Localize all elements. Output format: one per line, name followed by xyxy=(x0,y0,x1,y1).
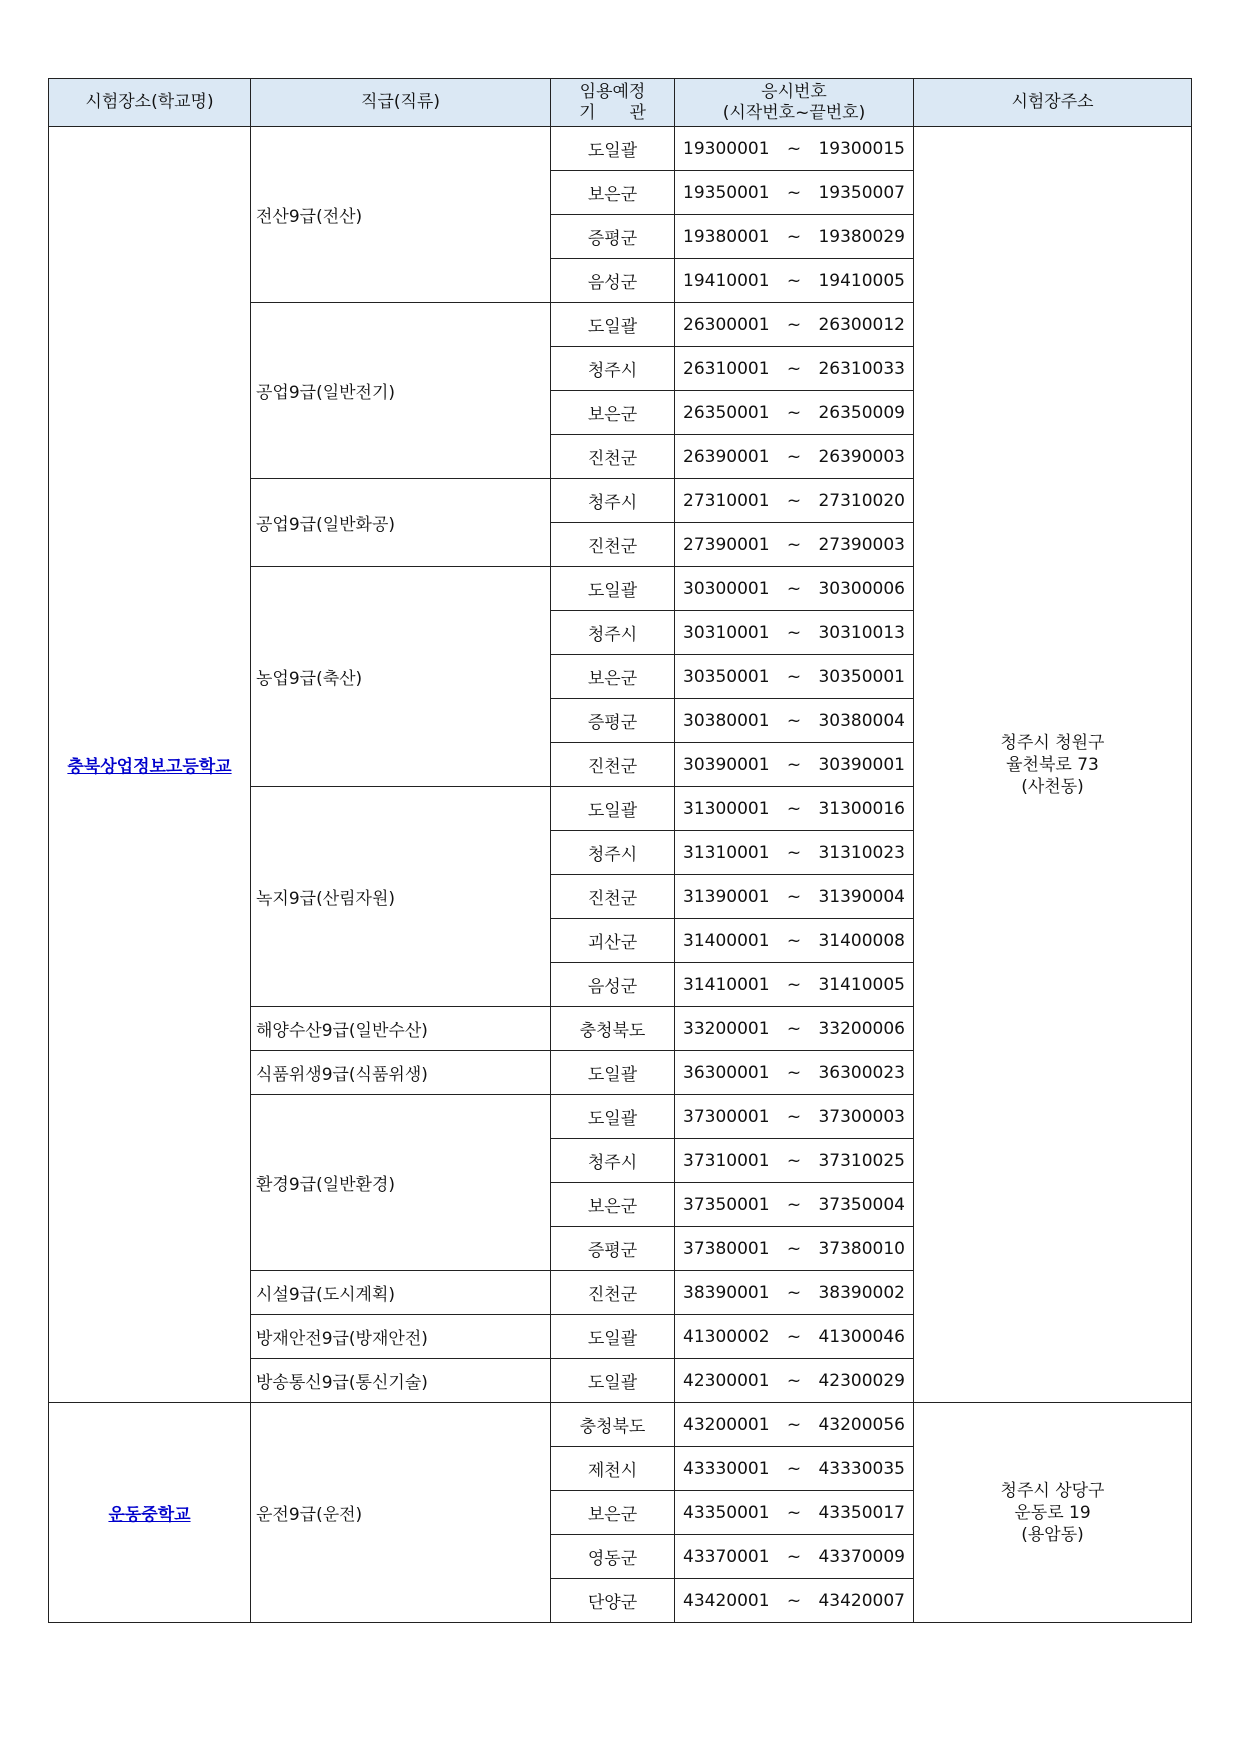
number-range xyxy=(683,139,905,159)
end-number: 31400008 xyxy=(818,930,905,951)
number-range-cell xyxy=(675,523,914,567)
agency-cell: 보은군 xyxy=(551,391,675,435)
number-range-cell xyxy=(675,567,914,611)
agency-cell: 도일괄 xyxy=(551,303,675,347)
number-range xyxy=(683,271,905,291)
end-number: 31300016 xyxy=(818,798,905,819)
start-number: 26350001 xyxy=(683,402,770,423)
address-line: 운동로 19 xyxy=(1014,1502,1091,1523)
start-number: 19410001 xyxy=(683,270,770,291)
end-number: 41300046 xyxy=(818,1326,905,1347)
agency-cell: 도일괄 xyxy=(551,787,675,831)
table-header-row xyxy=(49,79,1192,127)
number-range xyxy=(683,1591,905,1611)
start-number: 43370001 xyxy=(683,1546,770,1567)
number-range xyxy=(683,975,905,995)
address-line: 청주시 청원구 xyxy=(1000,732,1105,753)
number-range xyxy=(683,1239,905,1259)
table-row xyxy=(49,127,1192,171)
start-number: 26300001 xyxy=(683,314,770,335)
number-range-cell xyxy=(675,1535,914,1579)
range-separator: ~ xyxy=(786,358,802,379)
agency-cell: 충청북도 xyxy=(551,1007,675,1051)
exam-site-table xyxy=(48,78,1192,1623)
number-range-cell xyxy=(675,699,914,743)
range-separator: ~ xyxy=(786,314,802,335)
end-number: 33200006 xyxy=(818,1018,905,1039)
number-range xyxy=(683,623,905,643)
school-cell xyxy=(49,127,251,1403)
range-separator: ~ xyxy=(786,402,802,423)
agency-cell: 단양군 xyxy=(551,1579,675,1623)
agency-cell: 음성군 xyxy=(551,259,675,303)
end-number: 30380004 xyxy=(818,710,905,731)
number-range-cell xyxy=(675,1359,914,1403)
number-range xyxy=(683,843,905,863)
end-number: 26300012 xyxy=(818,314,905,335)
start-number: 37380001 xyxy=(683,1238,770,1259)
number-range-cell xyxy=(675,1183,914,1227)
number-range xyxy=(683,535,905,555)
grade-cell: 공업9급(일반전기) xyxy=(251,303,551,479)
range-separator: ~ xyxy=(786,226,802,247)
header-agency-line1: 임용예정 xyxy=(579,81,646,102)
grade-cell: 녹지9급(산림자원) xyxy=(251,787,551,1007)
number-range xyxy=(683,579,905,599)
start-number: 30350001 xyxy=(683,666,770,687)
end-number: 42300029 xyxy=(818,1370,905,1391)
address-cell xyxy=(914,127,1192,1403)
range-separator: ~ xyxy=(786,1106,802,1127)
number-range xyxy=(683,711,905,731)
number-range-cell xyxy=(675,479,914,523)
agency-cell: 도일괄 xyxy=(551,1095,675,1139)
range-separator: ~ xyxy=(786,974,802,995)
range-separator: ~ xyxy=(786,710,802,731)
start-number: 43350001 xyxy=(683,1502,770,1523)
number-range-cell xyxy=(675,1491,914,1535)
table-row xyxy=(49,1403,1192,1447)
start-number: 36300001 xyxy=(683,1062,770,1083)
agency-cell: 진천군 xyxy=(551,743,675,787)
number-range-cell xyxy=(675,1227,914,1271)
agency-cell: 청주시 xyxy=(551,347,675,391)
number-range xyxy=(683,1195,905,1215)
number-range-cell xyxy=(675,831,914,875)
number-range xyxy=(683,931,905,951)
header-agency xyxy=(551,79,675,127)
number-range xyxy=(683,1327,905,1347)
school-cell xyxy=(49,1403,251,1623)
number-range xyxy=(683,1415,905,1435)
address-line: (사천동) xyxy=(1021,776,1084,797)
number-range-cell xyxy=(675,1579,914,1623)
end-number: 43350017 xyxy=(818,1502,905,1523)
agency-cell: 진천군 xyxy=(551,875,675,919)
end-number: 36300023 xyxy=(818,1062,905,1083)
number-range-cell xyxy=(675,787,914,831)
end-number: 43370009 xyxy=(818,1546,905,1567)
grade-cell: 공업9급(일반화공) xyxy=(251,479,551,567)
range-separator: ~ xyxy=(786,270,802,291)
end-number: 38390002 xyxy=(818,1282,905,1303)
end-number: 30300006 xyxy=(818,578,905,599)
number-range-cell xyxy=(675,127,914,171)
number-range xyxy=(683,1371,905,1391)
grade-cell: 해양수산9급(일반수산) xyxy=(251,1007,551,1051)
agency-cell: 보은군 xyxy=(551,655,675,699)
number-range-cell xyxy=(675,963,914,1007)
range-separator: ~ xyxy=(786,1282,802,1303)
school-name-link[interactable]: 운동중학교 xyxy=(108,1505,191,1525)
agency-cell: 도일괄 xyxy=(551,1051,675,1095)
number-range xyxy=(683,491,905,511)
address-line: (용암동) xyxy=(1021,1524,1084,1545)
agency-cell: 증평군 xyxy=(551,215,675,259)
start-number: 31400001 xyxy=(683,930,770,951)
number-range xyxy=(683,667,905,687)
number-range-cell xyxy=(675,875,914,919)
grade-cell: 전산9급(전산) xyxy=(251,127,551,303)
header-grade: 직급(직류) xyxy=(251,79,551,127)
grade-cell: 방재안전9급(방재안전) xyxy=(251,1315,551,1359)
start-number: 27310001 xyxy=(683,490,770,511)
range-separator: ~ xyxy=(786,1502,802,1523)
header-address: 시험장주소 xyxy=(914,79,1192,127)
start-number: 33200001 xyxy=(683,1018,770,1039)
agency-cell: 충청북도 xyxy=(551,1403,675,1447)
range-separator: ~ xyxy=(786,490,802,511)
number-range xyxy=(683,403,905,423)
range-separator: ~ xyxy=(786,1150,802,1171)
agency-cell: 보은군 xyxy=(551,171,675,215)
school-name-link[interactable]: 충북상업정보고등학교 xyxy=(67,757,232,777)
grade-cell: 식품위생9급(식품위생) xyxy=(251,1051,551,1095)
end-number: 27390003 xyxy=(818,534,905,555)
range-separator: ~ xyxy=(786,930,802,951)
number-range-cell xyxy=(675,1447,914,1491)
end-number: 37310025 xyxy=(818,1150,905,1171)
agency-cell: 청주시 xyxy=(551,479,675,523)
start-number: 43420001 xyxy=(683,1590,770,1611)
agency-cell: 청주시 xyxy=(551,611,675,655)
number-range xyxy=(683,359,905,379)
agency-cell: 제천시 xyxy=(551,1447,675,1491)
range-separator: ~ xyxy=(786,842,802,863)
agency-cell: 도일괄 xyxy=(551,127,675,171)
number-range-cell xyxy=(675,655,914,699)
agency-cell: 진천군 xyxy=(551,1271,675,1315)
range-separator: ~ xyxy=(786,1458,802,1479)
start-number: 19380001 xyxy=(683,226,770,247)
agency-cell: 음성군 xyxy=(551,963,675,1007)
number-range-cell xyxy=(675,347,914,391)
start-number: 30390001 xyxy=(683,754,770,775)
agency-cell: 괴산군 xyxy=(551,919,675,963)
number-range-cell xyxy=(675,303,914,347)
number-range-cell xyxy=(675,1403,914,1447)
number-range xyxy=(683,1063,905,1083)
agency-cell: 보은군 xyxy=(551,1183,675,1227)
end-number: 31310023 xyxy=(818,842,905,863)
start-number: 37350001 xyxy=(683,1194,770,1215)
agency-cell: 영동군 xyxy=(551,1535,675,1579)
agency-cell: 진천군 xyxy=(551,523,675,567)
start-number: 41300002 xyxy=(683,1326,770,1347)
agency-cell: 도일괄 xyxy=(551,1315,675,1359)
number-range xyxy=(683,1151,905,1171)
start-number: 31300001 xyxy=(683,798,770,819)
start-number: 37310001 xyxy=(683,1150,770,1171)
range-separator: ~ xyxy=(786,666,802,687)
number-range-cell xyxy=(675,259,914,303)
grade-cell: 시설9급(도시계획) xyxy=(251,1271,551,1315)
end-number: 30390001 xyxy=(818,754,905,775)
start-number: 42300001 xyxy=(683,1370,770,1391)
start-number: 26310001 xyxy=(683,358,770,379)
end-number: 26390003 xyxy=(818,446,905,467)
range-separator: ~ xyxy=(786,622,802,643)
range-separator: ~ xyxy=(786,446,802,467)
number-range xyxy=(683,755,905,775)
number-range xyxy=(683,1019,905,1039)
grade-cell: 방송통신9급(통신기술) xyxy=(251,1359,551,1403)
number-range-cell xyxy=(675,611,914,655)
number-range-cell xyxy=(675,391,914,435)
end-number: 30310013 xyxy=(818,622,905,643)
grade-cell: 농업9급(축산) xyxy=(251,567,551,787)
end-number: 19350007 xyxy=(818,182,905,203)
number-range-cell xyxy=(675,171,914,215)
agency-cell: 청주시 xyxy=(551,831,675,875)
end-number: 26350009 xyxy=(818,402,905,423)
start-number: 38390001 xyxy=(683,1282,770,1303)
start-number: 26390001 xyxy=(683,446,770,467)
number-range xyxy=(683,227,905,247)
agency-cell: 보은군 xyxy=(551,1491,675,1535)
end-number: 37350004 xyxy=(818,1194,905,1215)
range-separator: ~ xyxy=(786,1370,802,1391)
start-number: 30300001 xyxy=(683,578,770,599)
number-range xyxy=(683,1459,905,1479)
start-number: 31390001 xyxy=(683,886,770,907)
end-number: 19300015 xyxy=(818,138,905,159)
range-separator: ~ xyxy=(786,1414,802,1435)
agency-cell: 청주시 xyxy=(551,1139,675,1183)
start-number: 19300001 xyxy=(683,138,770,159)
range-separator: ~ xyxy=(786,886,802,907)
end-number: 43330035 xyxy=(818,1458,905,1479)
number-range xyxy=(683,1107,905,1127)
header-agency-line2: 기 관 xyxy=(579,102,646,123)
end-number: 37300003 xyxy=(818,1106,905,1127)
start-number: 31310001 xyxy=(683,842,770,863)
number-range xyxy=(683,799,905,819)
header-number-line2: (시작번호~끝번호) xyxy=(722,102,866,123)
number-range-cell xyxy=(675,1315,914,1359)
range-separator: ~ xyxy=(786,1590,802,1611)
number-range-cell xyxy=(675,1095,914,1139)
agency-cell: 증평군 xyxy=(551,1227,675,1271)
number-range xyxy=(683,183,905,203)
grade-cell: 운전9급(운전) xyxy=(251,1403,551,1623)
start-number: 30310001 xyxy=(683,622,770,643)
range-separator: ~ xyxy=(786,534,802,555)
header-number xyxy=(675,79,914,127)
number-range-cell xyxy=(675,743,914,787)
range-separator: ~ xyxy=(786,138,802,159)
end-number: 37380010 xyxy=(818,1238,905,1259)
number-range xyxy=(683,447,905,467)
end-number: 31390004 xyxy=(818,886,905,907)
start-number: 37300001 xyxy=(683,1106,770,1127)
number-range-cell xyxy=(675,1007,914,1051)
start-number: 43330001 xyxy=(683,1458,770,1479)
number-range-cell xyxy=(675,1051,914,1095)
range-separator: ~ xyxy=(786,578,802,599)
end-number: 19380029 xyxy=(818,226,905,247)
start-number: 19350001 xyxy=(683,182,770,203)
number-range-cell xyxy=(675,919,914,963)
range-separator: ~ xyxy=(786,1238,802,1259)
range-separator: ~ xyxy=(786,1062,802,1083)
number-range-cell xyxy=(675,435,914,479)
end-number: 19410005 xyxy=(818,270,905,291)
agency-cell: 도일괄 xyxy=(551,1359,675,1403)
agency-cell: 도일괄 xyxy=(551,567,675,611)
number-range-cell xyxy=(675,1271,914,1315)
range-separator: ~ xyxy=(786,798,802,819)
end-number: 30350001 xyxy=(818,666,905,687)
header-site: 시험장소(학교명) xyxy=(49,79,251,127)
agency-cell: 증평군 xyxy=(551,699,675,743)
start-number: 30380001 xyxy=(683,710,770,731)
end-number: 31410005 xyxy=(818,974,905,995)
range-separator: ~ xyxy=(786,754,802,775)
number-range-cell xyxy=(675,215,914,259)
address-cell xyxy=(914,1403,1192,1623)
range-separator: ~ xyxy=(786,1326,802,1347)
range-separator: ~ xyxy=(786,1546,802,1567)
range-separator: ~ xyxy=(786,1018,802,1039)
end-number: 26310033 xyxy=(818,358,905,379)
agency-cell: 진천군 xyxy=(551,435,675,479)
number-range xyxy=(683,1503,905,1523)
range-separator: ~ xyxy=(786,182,802,203)
grade-cell: 환경9급(일반환경) xyxy=(251,1095,551,1271)
table-body xyxy=(49,127,1192,1623)
header-number-line1: 응시번호 xyxy=(761,81,827,102)
start-number: 43200001 xyxy=(683,1414,770,1435)
range-separator: ~ xyxy=(786,1194,802,1215)
end-number: 27310020 xyxy=(818,490,905,511)
number-range xyxy=(683,315,905,335)
end-number: 43420007 xyxy=(818,1590,905,1611)
end-number: 43200056 xyxy=(818,1414,905,1435)
number-range xyxy=(683,1547,905,1567)
number-range xyxy=(683,887,905,907)
start-number: 27390001 xyxy=(683,534,770,555)
address-line: 율천북로 73 xyxy=(1006,754,1099,775)
start-number: 31410001 xyxy=(683,974,770,995)
number-range xyxy=(683,1283,905,1303)
address-line: 청주시 상당구 xyxy=(1000,1480,1105,1501)
number-range-cell xyxy=(675,1139,914,1183)
